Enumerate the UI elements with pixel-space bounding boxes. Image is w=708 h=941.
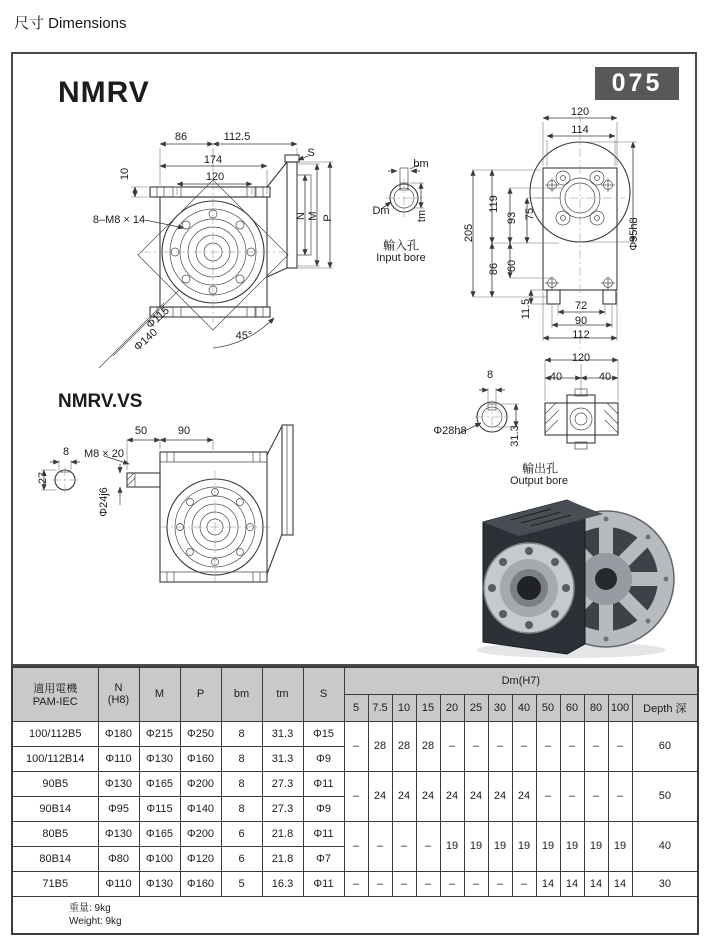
col-header-dm-15: 15 xyxy=(416,694,440,721)
dim-label: Φ140 xyxy=(131,326,161,354)
cell-dm: – xyxy=(536,721,560,771)
cell-dim: 16.3 xyxy=(262,871,303,896)
model-badge: 075 xyxy=(595,67,679,100)
col-header-dm-group: Dm(H7) xyxy=(344,667,698,694)
cell-dm: – xyxy=(608,771,632,821)
dim-label: 112 xyxy=(572,329,590,341)
cell-dim: Φ120 xyxy=(180,846,221,871)
dim-label: 114 xyxy=(571,124,589,136)
col-header-motor-en: PAM-IEC xyxy=(32,696,78,709)
front-view-drawing xyxy=(99,144,333,368)
cell-dim: Φ130 xyxy=(139,871,180,896)
vs-view-title: NMRV.VS xyxy=(58,391,143,412)
col-header-dm-25: 25 xyxy=(464,694,488,721)
col-header-bm: bm xyxy=(221,667,262,721)
cell-dim: Φ80 xyxy=(98,846,139,871)
dim-label: 10 xyxy=(119,167,131,181)
dim-label: Dm xyxy=(372,205,390,217)
dim-label: 112.5 xyxy=(223,131,251,143)
cell-model: 80B14 xyxy=(12,846,98,871)
cell-dm: 28 xyxy=(368,721,392,771)
cell-dim: 8 xyxy=(221,771,262,796)
cell-dim: Φ15 xyxy=(303,721,344,746)
col-header-dm-40: 40 xyxy=(512,694,536,721)
cell-dim: Φ11 xyxy=(303,871,344,896)
cell-dm: – xyxy=(560,771,584,821)
front-view-title: NMRV xyxy=(58,76,150,109)
dim-label: 8–M8 × 14 xyxy=(92,214,146,226)
col-header-motor xyxy=(12,667,98,721)
cell-dm: 28 xyxy=(416,721,440,771)
dim-label: 72 xyxy=(574,300,588,312)
dim-label: Φ24j6 xyxy=(98,487,110,517)
cell-dm: – xyxy=(368,821,392,871)
dim-label: 120 xyxy=(205,171,225,183)
col-header-s: S xyxy=(303,667,344,721)
dim-label: 45° xyxy=(235,330,253,342)
cell-depth: 60 xyxy=(632,721,698,771)
cell-dim: Φ250 xyxy=(180,721,221,746)
cell-dim: Φ130 xyxy=(98,821,139,846)
cell-dm: 24 xyxy=(440,771,464,821)
dim-label: 86 xyxy=(488,262,500,276)
col-header-dm-7-5: 7.5 xyxy=(368,694,392,721)
cell-dm: – xyxy=(416,871,440,896)
dim-label: 31.3 xyxy=(509,425,521,447)
cell-dim: Φ110 xyxy=(98,871,139,896)
cell-dm: – xyxy=(608,721,632,771)
dim-label: 40 xyxy=(549,371,563,383)
col-header-dm-5: 5 xyxy=(344,694,368,721)
cell-dm: – xyxy=(392,821,416,871)
cell-dm: – xyxy=(416,821,440,871)
dim-label: M8 × 20 xyxy=(83,448,125,460)
cell-dm: 19 xyxy=(584,821,608,871)
dim-label: S xyxy=(307,147,315,159)
output-bore-caption-zh: 輸出孔 xyxy=(521,461,559,476)
dim-label: 27 xyxy=(37,471,49,485)
cell-dim: 8 xyxy=(221,721,262,746)
cell-dm: – xyxy=(464,721,488,771)
col-header-dm-60: 60 xyxy=(560,694,584,721)
cell-dim: Φ100 xyxy=(139,846,180,871)
dim-label: 75 xyxy=(524,207,536,221)
cell-dim: Φ7 xyxy=(303,846,344,871)
cell-dm: – xyxy=(512,871,536,896)
cell-depth: 30 xyxy=(632,871,698,896)
table-row xyxy=(12,721,698,746)
cell-dim: 6 xyxy=(221,846,262,871)
cell-model: 90B14 xyxy=(12,796,98,821)
col-header-n1: N xyxy=(114,682,123,695)
cell-dm: – xyxy=(584,771,608,821)
col-header-dm-10: 10 xyxy=(392,694,416,721)
dim-label: 174 xyxy=(203,154,223,166)
cell-dim: Φ110 xyxy=(98,746,139,771)
cell-dim: 6 xyxy=(221,821,262,846)
col-header-n xyxy=(98,667,139,721)
cell-dim: Φ200 xyxy=(180,771,221,796)
col-header-depth: Depth 深 xyxy=(632,694,698,721)
cell-dim: Φ180 xyxy=(98,721,139,746)
cell-dm: – xyxy=(368,871,392,896)
cell-dm: – xyxy=(464,871,488,896)
col-header-dm-50: 50 xyxy=(536,694,560,721)
cell-model: 100/112B14 xyxy=(12,746,98,771)
dim-label: 40 xyxy=(598,371,612,383)
cell-dm: – xyxy=(536,771,560,821)
dim-label: 90 xyxy=(177,425,191,437)
dim-label: 90 xyxy=(574,315,588,327)
technical-drawing xyxy=(11,52,697,666)
col-header-tm: tm xyxy=(262,667,303,721)
product-photo xyxy=(476,500,674,658)
cell-dim: Φ215 xyxy=(139,721,180,746)
output-bore-drawing xyxy=(458,360,618,449)
cell-dm: 19 xyxy=(464,821,488,871)
cell-dim: Φ165 xyxy=(139,821,180,846)
cell-dm: – xyxy=(488,721,512,771)
col-header-dm-30: 30 xyxy=(488,694,512,721)
dim-label: 205 xyxy=(463,223,475,243)
cell-dm: – xyxy=(560,721,584,771)
cell-dim: Φ11 xyxy=(303,771,344,796)
col-header-p: P xyxy=(180,667,221,721)
table-footer-row xyxy=(12,896,698,934)
dim-label: 119 xyxy=(488,195,500,213)
vs-view-drawing xyxy=(41,425,293,583)
dim-label: P xyxy=(322,214,334,222)
cell-dm: – xyxy=(584,721,608,771)
dim-label: 60 xyxy=(506,259,518,273)
cell-dm: 14 xyxy=(608,871,632,896)
cell-dm: – xyxy=(512,721,536,771)
weight-en: Weight: 9kg xyxy=(69,915,122,927)
cell-dim: Φ160 xyxy=(180,746,221,771)
cell-dim: Φ165 xyxy=(139,771,180,796)
cell-dm: 24 xyxy=(488,771,512,821)
cell-dm: 19 xyxy=(608,821,632,871)
dim-label: M xyxy=(307,211,319,221)
cell-dm: 19 xyxy=(560,821,584,871)
dim-label: 8 xyxy=(62,446,70,458)
cell-dim: Φ9 xyxy=(303,796,344,821)
cell-dim: Φ130 xyxy=(139,746,180,771)
cell-dm: – xyxy=(392,871,416,896)
cell-dim: Φ160 xyxy=(180,871,221,896)
cell-dm: 14 xyxy=(536,871,560,896)
dim-label: Φ95h8 xyxy=(628,217,640,251)
cell-dim: 5 xyxy=(221,871,262,896)
dim-label: bm xyxy=(413,158,429,170)
cell-depth: 50 xyxy=(632,771,698,821)
cell-model: 100/112B5 xyxy=(12,721,98,746)
cell-depth: 40 xyxy=(632,821,698,871)
col-header-dm-100: 100 xyxy=(608,694,632,721)
cell-dm: 14 xyxy=(560,871,584,896)
dim-label: Φ115 xyxy=(144,304,172,332)
cell-dm: 19 xyxy=(440,821,464,871)
input-bore-caption-zh: 輸入孔 xyxy=(382,238,420,253)
cell-dm: – xyxy=(488,871,512,896)
cell-dm: 24 xyxy=(464,771,488,821)
cell-dm: 14 xyxy=(584,871,608,896)
cell-dm: 24 xyxy=(368,771,392,821)
cell-model: 90B5 xyxy=(12,771,98,796)
col-header-m: M xyxy=(139,667,180,721)
cell-dim: Φ9 xyxy=(303,746,344,771)
cell-dim: 31.3 xyxy=(262,721,303,746)
table-row xyxy=(12,821,698,846)
cell-dim: Φ200 xyxy=(180,821,221,846)
dim-table-body xyxy=(12,721,698,896)
cell-dm: 19 xyxy=(488,821,512,871)
dim-label: 50 xyxy=(134,425,148,437)
cell-model: 71B5 xyxy=(12,871,98,896)
dim-label: tm xyxy=(416,209,428,223)
cell-dim: Φ11 xyxy=(303,821,344,846)
cell-dim: 31.3 xyxy=(262,746,303,771)
col-header-dm-20: 20 xyxy=(440,694,464,721)
dim-label: Φ28h8 xyxy=(433,425,467,437)
cell-dim: Φ95 xyxy=(98,796,139,821)
cell-dim: 21.8 xyxy=(262,846,303,871)
dim-label: 120 xyxy=(570,106,590,118)
cell-dim: 8 xyxy=(221,796,262,821)
dim-label: 11.5 xyxy=(520,298,532,320)
table-row xyxy=(12,771,698,796)
col-header-motor-zh: 適用電機 xyxy=(33,683,78,696)
output-bore-caption-en: Output bore xyxy=(509,475,569,487)
col-header-dm-80: 80 xyxy=(584,694,608,721)
cell-dim: 27.3 xyxy=(262,771,303,796)
cell-dm: 24 xyxy=(392,771,416,821)
cell-dm: – xyxy=(344,821,368,871)
input-bore-drawing xyxy=(381,165,424,217)
cell-dm: 24 xyxy=(512,771,536,821)
cell-dm: – xyxy=(344,721,368,771)
cell-dm: 28 xyxy=(392,721,416,771)
dim-label: 8 xyxy=(486,369,494,381)
input-bore-caption-en: Input bore xyxy=(376,252,426,264)
cell-dm: – xyxy=(344,771,368,821)
dim-label: 120 xyxy=(571,352,591,364)
cell-dm: 19 xyxy=(512,821,536,871)
col-header-n2: (H8) xyxy=(107,694,130,707)
table-row xyxy=(12,871,698,896)
cell-dim: Φ130 xyxy=(98,771,139,796)
cell-dm: – xyxy=(440,871,464,896)
cell-dm: 24 xyxy=(416,771,440,821)
cell-model: 80B5 xyxy=(12,821,98,846)
cell-dim: 21.8 xyxy=(262,821,303,846)
cell-dim: Φ115 xyxy=(139,796,180,821)
cell-dim: Φ140 xyxy=(180,796,221,821)
cell-dm: – xyxy=(440,721,464,771)
side-view-drawing xyxy=(473,114,637,348)
weight-zh: 重量: 9kg xyxy=(69,902,111,914)
dim-label: 86 xyxy=(174,131,188,143)
dim-label: N xyxy=(295,212,307,220)
dim-label: 93 xyxy=(506,211,518,225)
cell-dm: 19 xyxy=(536,821,560,871)
page-title: 尺寸 Dimensions xyxy=(14,15,127,32)
table-footer xyxy=(12,896,698,934)
cell-dim: 8 xyxy=(221,746,262,771)
dimension-table xyxy=(11,666,699,935)
cell-dm: – xyxy=(344,871,368,896)
cell-dim: 27.3 xyxy=(262,796,303,821)
